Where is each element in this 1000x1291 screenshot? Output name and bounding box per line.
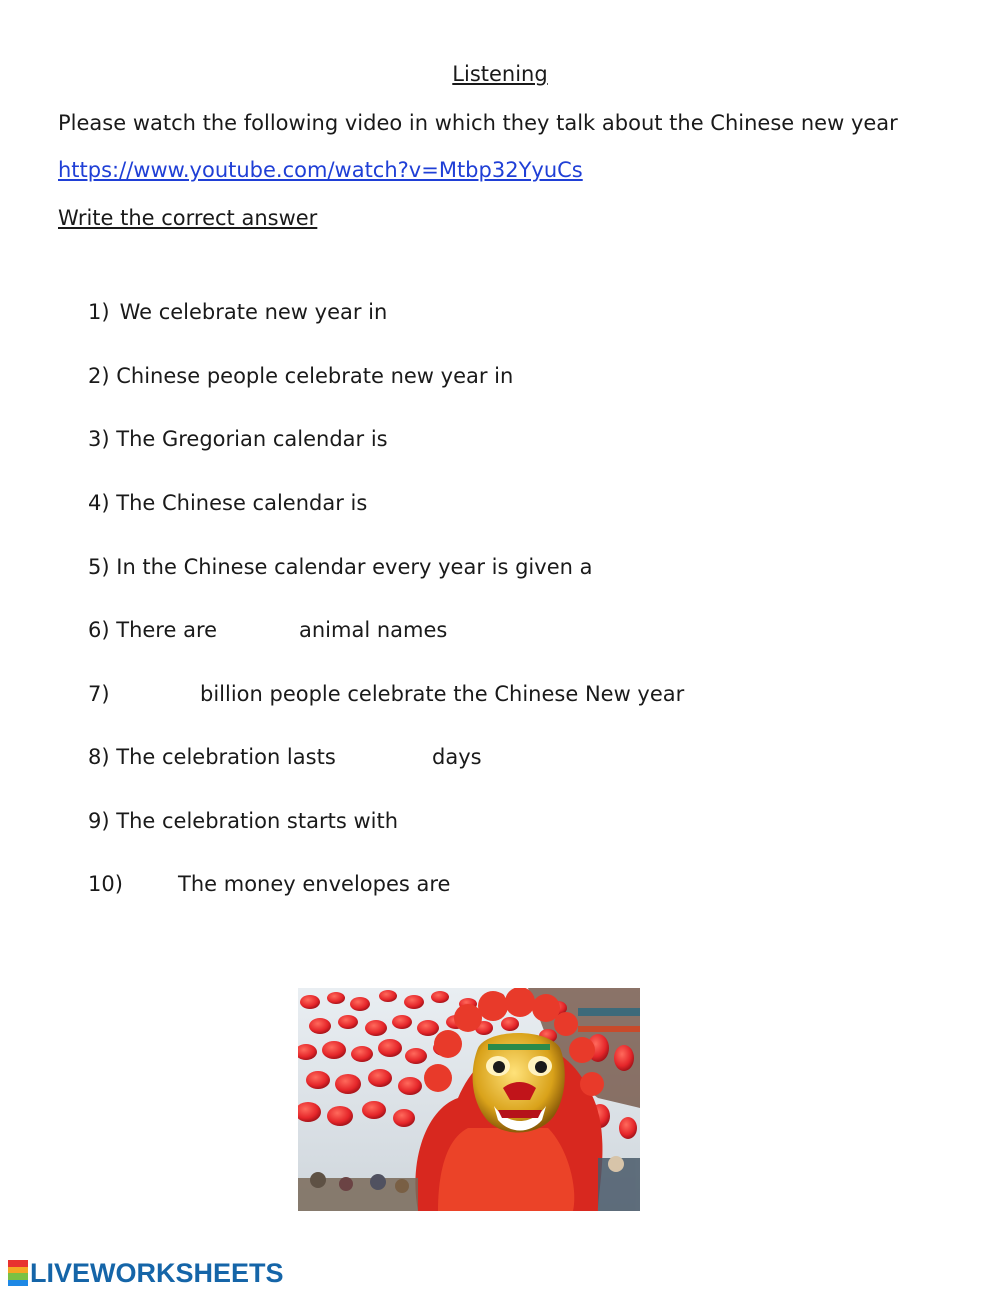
question-8 [88,745,336,769]
question-number: 9) [88,809,110,833]
question-text: We celebrate new year in [119,300,388,324]
question-text-before: The celebration lasts [116,745,336,769]
lion-dance-photo [298,988,640,1211]
question-5 [88,555,592,579]
question-7-after: billion people celebrate the Chinese New year [200,682,685,706]
question-9 [88,809,398,833]
question-number: 4) [88,491,110,515]
question-10: 10) [88,872,123,896]
question-2 [88,364,513,388]
answer-prompt: Write the correct answer [58,206,318,230]
question-text: The Gregorian calendar is [116,427,388,451]
question-8-after: days [432,745,482,769]
question-6 [88,618,217,642]
question-3 [88,427,388,451]
question-number: 3) [88,427,110,451]
worksheet-title: Listening [452,62,548,86]
question-number: 1) [88,300,110,324]
liveworksheets-logo[interactable] [8,1258,284,1288]
question-1 [88,300,387,324]
question-text: The celebration starts with [116,809,399,833]
logo-mark-icon [8,1260,28,1286]
question-text: In the Chinese calendar every year is given a [116,555,593,579]
question-number: 2) [88,364,110,388]
question-number: 8) [88,745,110,769]
question-6-after: animal names [299,618,448,642]
question-text-before: There are [116,618,218,642]
video-link[interactable]: https://www.youtube.com/watch?v=Mtbp32YyuCs [58,158,583,182]
logo-text: LIVEWORKSHEETS [30,1257,284,1288]
question-text: The Chinese calendar is [116,491,368,515]
question-text: Chinese people celebrate new year in [116,364,514,388]
question-number: 5) [88,555,110,579]
question-number: 6) [88,618,110,642]
instructions-text: Please watch the following video in which they talk about the Chinese new year [58,111,898,135]
question-7: 7) [88,682,110,706]
question-10-text: The money envelopes are [178,872,451,896]
question-4 [88,491,367,515]
